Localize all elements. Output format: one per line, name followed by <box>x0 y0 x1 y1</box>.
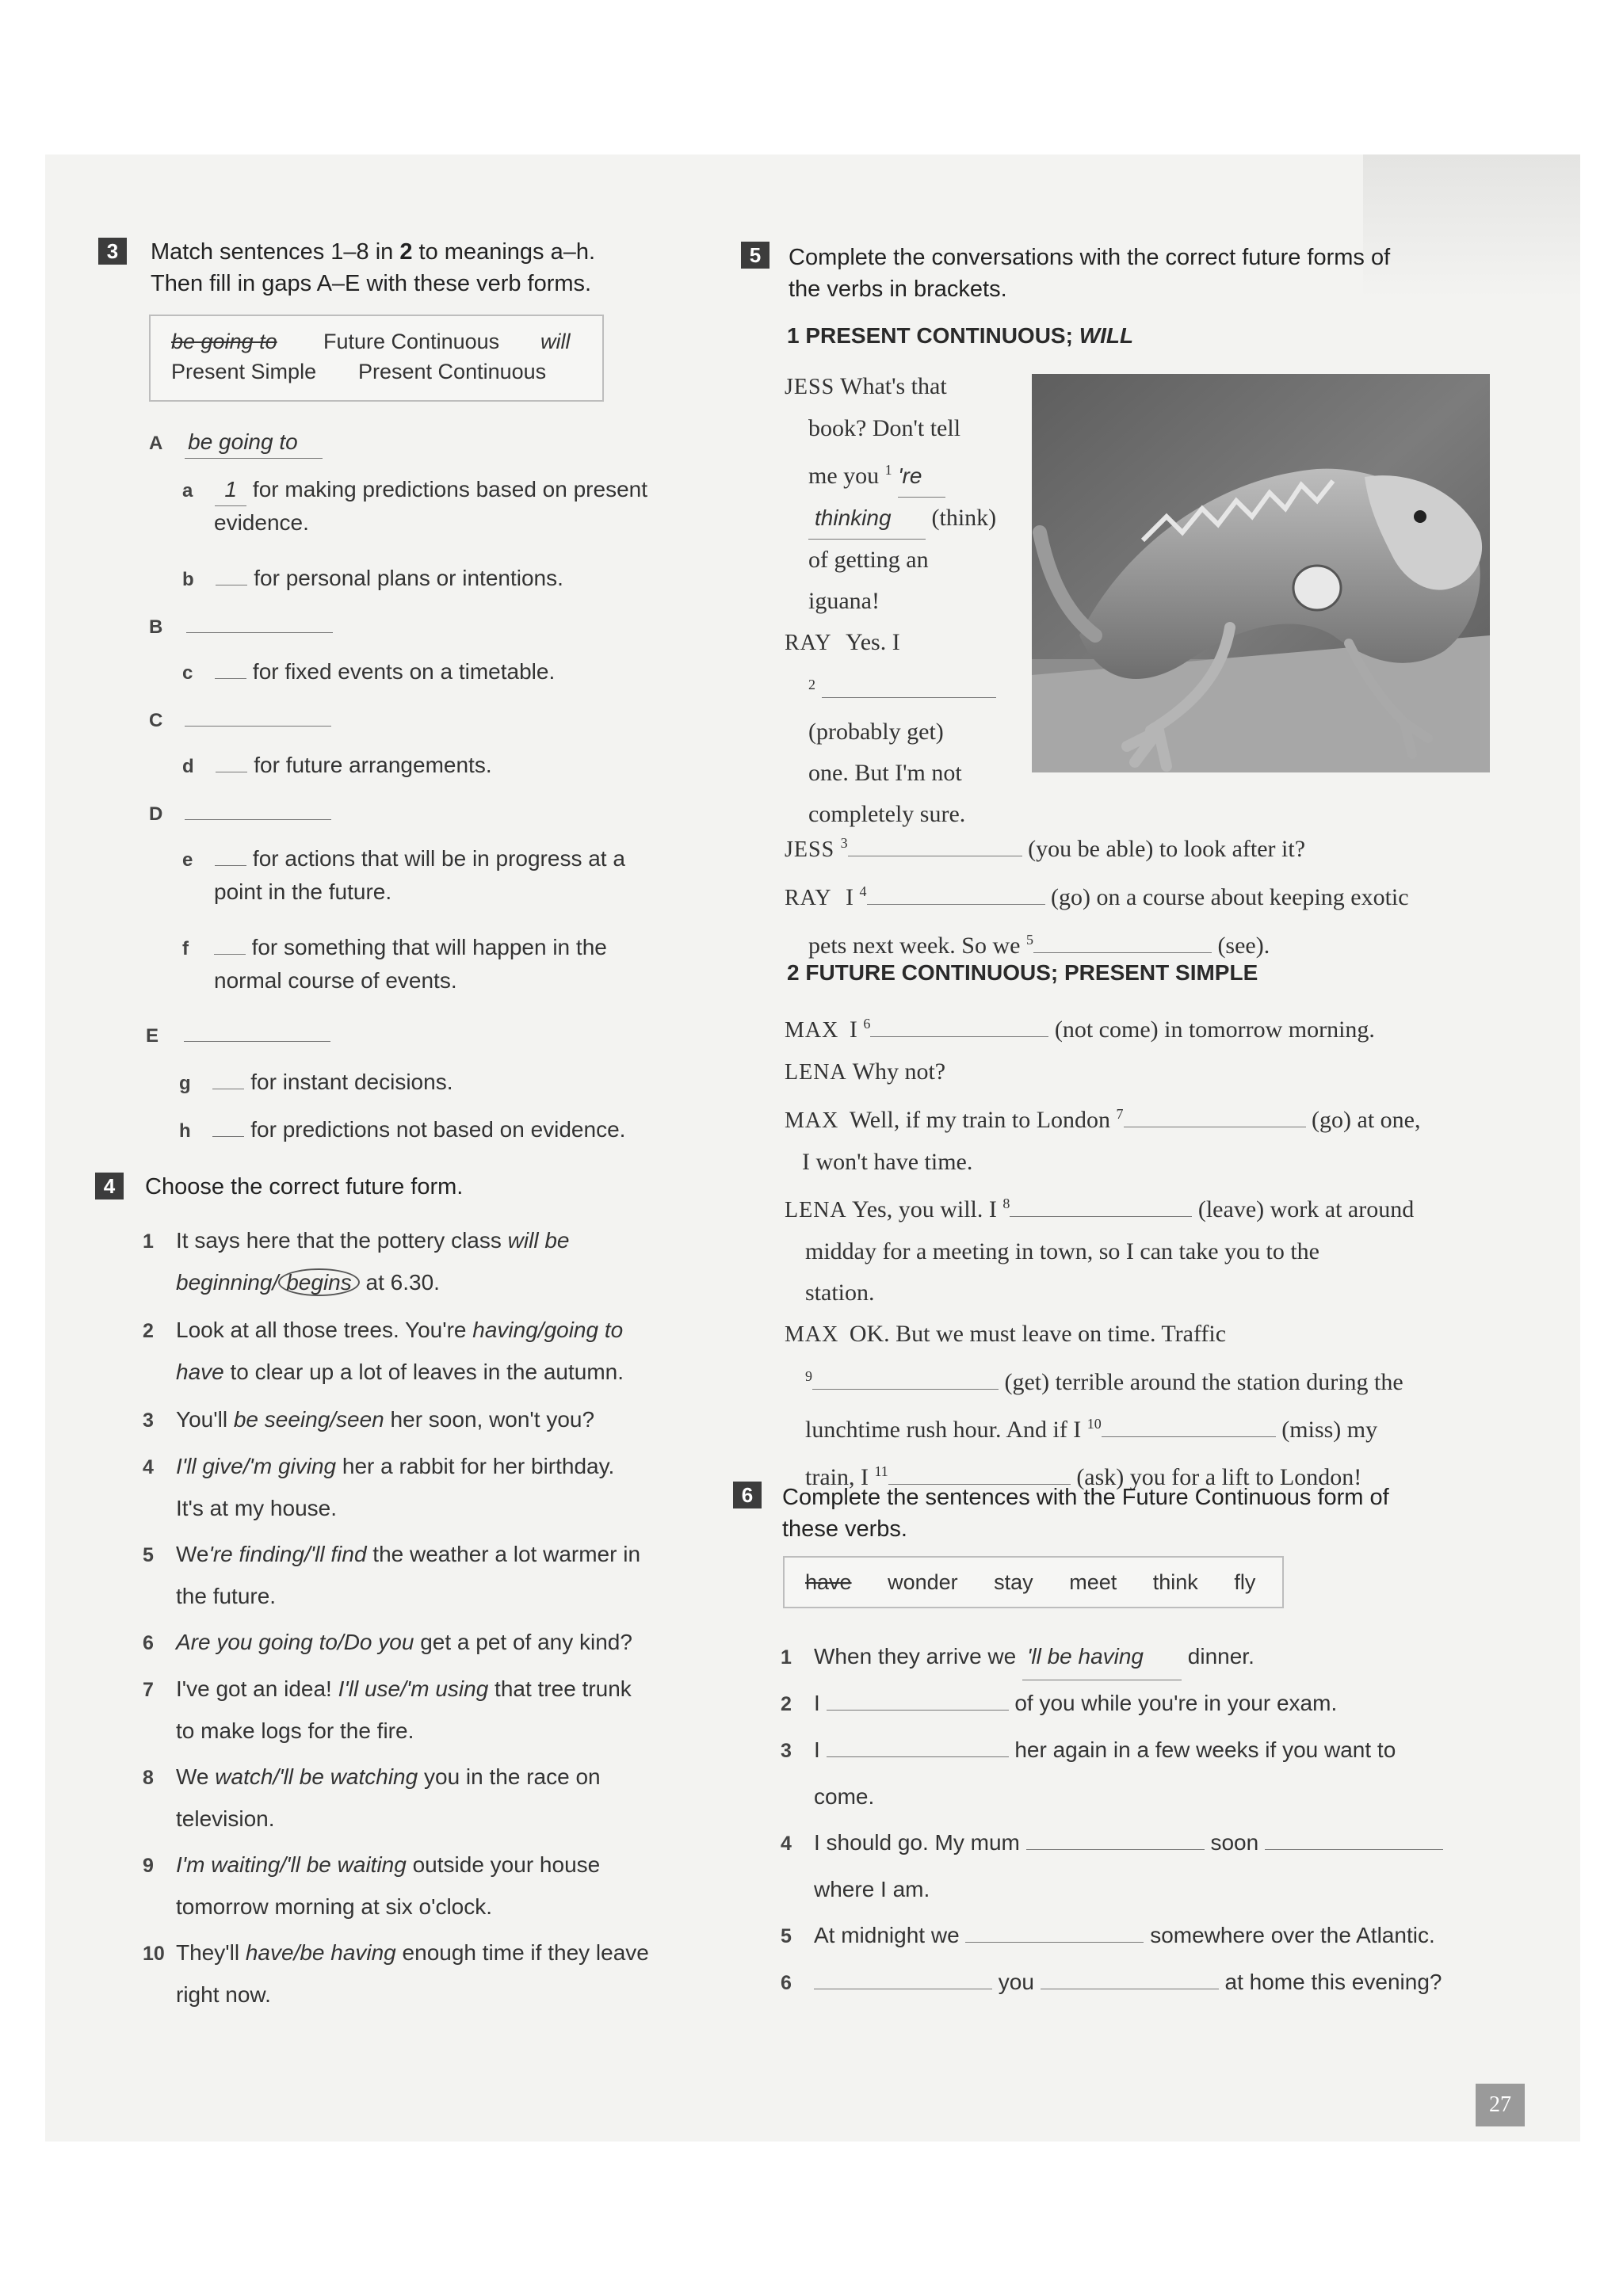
ex4-header <box>95 1173 124 1199</box>
answer-6-4b[interactable] <box>1265 1849 1443 1850</box>
ex4-item-5[interactable]: 5 We're finding/'ll find the weather a lot warmer in the future. <box>143 1542 641 1608</box>
ex6-number: 6 <box>733 1482 762 1508</box>
ex6-verb-box <box>783 1556 1284 1608</box>
ex6-item-2: 2 I of you while you're in your exam. <box>781 1691 1338 1715</box>
answer-6[interactable] <box>870 1036 1048 1037</box>
ex6-item-4: 4 I should go. My mum soon where I am. <box>781 1820 1494 1913</box>
ex3-verb-box <box>149 315 604 402</box>
verb-present-continuous: Present Continuous <box>358 360 547 383</box>
ex6-instructions: Complete the sentences with the Future Continuous form of these verbs. <box>782 1485 1389 1542</box>
ex3-row-C: C <box>149 704 331 737</box>
ex3-row-D: D <box>149 797 331 830</box>
answer-h[interactable] <box>212 1136 244 1137</box>
ex6-list <box>781 1634 1494 2006</box>
ex5-conv1-bottom: JESS $^3$ (you be able) to look after it? RAY I $^4$ (go) on a course about keeping exotic pets next week. So we $^5$ (see). <box>785 835 1409 959</box>
ex6-item-6: 6 you at home this evening? <box>781 1970 1442 1994</box>
ex4-item-3[interactable]: 3 You'll be seeing/seen her soon, won't you? <box>143 1407 595 1432</box>
ex3-row-E: E <box>146 1019 330 1052</box>
verb-have: have <box>805 1570 852 1594</box>
ex3-row-c: c for fixed events on a timetable. <box>182 659 556 684</box>
verb-fly: fly <box>1234 1570 1256 1594</box>
verb-will: will <box>540 330 571 353</box>
ex4-item-2[interactable]: 2 Look at all those trees. You're having/going to have to clear up a lot of leaves in the autumn. <box>143 1318 624 1384</box>
circled-answer: begins <box>278 1268 360 1296</box>
ex3-row-b: b for personal plans or intentions. <box>182 566 563 590</box>
ex4-item-8[interactable]: 8 We watch/'ll be watching you in the race on television. <box>143 1764 601 1831</box>
ex3-header <box>98 238 127 265</box>
answer-6-4a[interactable] <box>1026 1849 1205 1850</box>
ex3-row-e: e for actions that will be in progress at a point in the future. <box>182 846 625 904</box>
ex4-item-6[interactable]: 6 Are you going to/Do you get a pet of any kind? <box>143 1630 632 1654</box>
ex3-row-d: d for future arrangements. <box>182 753 492 777</box>
ex3-row-f: f for something that will happen in the normal course of events. <box>182 935 607 993</box>
ex4-item-7[interactable]: 7 I've got an idea! I'll use/'m using that tree trunk to make logs for the fire. <box>143 1676 632 1743</box>
answer-E[interactable] <box>184 1041 330 1042</box>
ex3-row-a: a 1 for making predictions based on present evidence. <box>182 474 705 539</box>
answer-2[interactable] <box>822 697 996 698</box>
answer-1b[interactable]: thinking <box>808 498 926 540</box>
ex3-row-A: A be going to <box>149 426 323 460</box>
verb-think: think <box>1152 1570 1198 1594</box>
answer-f[interactable] <box>214 954 246 955</box>
answer-D[interactable] <box>185 819 331 820</box>
answer-B[interactable] <box>186 632 333 633</box>
verb-present-simple: Present Simple <box>171 360 317 383</box>
answer-5[interactable] <box>1033 952 1212 953</box>
ex4-item-9[interactable]: 9 I'm waiting/'ll be waiting outside your house tomorrow morning at six o'clock. <box>143 1852 601 1919</box>
ex3-instructions: Match sentences 1–8 in 2 to meanings a–h. Then fill in gaps A–E with these verb forms. <box>151 239 596 296</box>
verb-wonder: wonder <box>888 1570 958 1594</box>
ex6-header <box>733 1482 762 1508</box>
ex6-item-3: 3 I her again in a few weeks if you want to come. <box>781 1737 1396 1809</box>
ex6-item-1: 1 When they arrive we 'll be having dinner. <box>781 1634 1494 1680</box>
ex5-instructions: Complete the conversations with the correct future forms of the verbs in brackets. <box>789 245 1391 302</box>
answer-a[interactable]: 1 <box>215 474 246 506</box>
answer-6-3[interactable] <box>827 1756 1009 1757</box>
verb-future-continuous: Future Continuous <box>323 330 500 353</box>
page-number: 27 <box>1476 2084 1525 2126</box>
answer-4[interactable] <box>867 904 1045 905</box>
ex5-subheading-2: 2 FUTURE CONTINUOUS; PRESENT SIMPLE <box>787 960 1258 985</box>
ex3-number: 3 <box>98 238 127 265</box>
ex3-row-h: h for predictions not based on evidence. <box>179 1117 626 1142</box>
answer-e[interactable] <box>215 865 246 866</box>
answer-6-5[interactable] <box>965 1942 1144 1943</box>
ex5-header <box>741 242 769 269</box>
ex4-item-4[interactable]: 4 I'll give/'m giving her a rabbit for her birthday. It's at my house. <box>143 1454 615 1520</box>
ex4-item-10[interactable]: 10 They'll have/be having enough time if they leave right now. <box>143 1940 649 2007</box>
iguana-image <box>1032 374 1490 772</box>
iguana-photo <box>1032 374 1490 772</box>
ex4-list <box>143 1220 713 2016</box>
ex5-conv2: MAX I $^6$ (not come) in tomorrow morning. LENA Why not? MAX Well, if my train to London $^7$ (go) at one, I won't have time. LENA Yes, you will. I $^8$ (leave) work at around midday for a meeting in town, so I can take you to the station. MAX OK. But we must leave on time. Traffic $^9$ (get) terrible around the station during the lunchtime rush hour. And if I $^{10}$ (miss) my train, I $^{11}$ (ask) you for a lift to London! <box>785 1016 1421 1490</box>
verb-meet: meet <box>1069 1570 1117 1594</box>
ex6-item-5: 5 At midnight we somewhere over the Atlantic. <box>781 1923 1435 1947</box>
answer-1a[interactable]: 're <box>898 456 945 498</box>
answer-8[interactable] <box>1010 1216 1192 1217</box>
answer-6-2[interactable] <box>827 1710 1009 1711</box>
answer-10[interactable] <box>1102 1436 1276 1437</box>
verb-stay: stay <box>994 1570 1033 1594</box>
answer-C[interactable] <box>185 726 331 727</box>
ex3-row-B: B <box>149 610 333 643</box>
answer-9[interactable] <box>812 1389 999 1390</box>
answer-c[interactable] <box>215 678 246 679</box>
answer-A[interactable]: be going to <box>185 426 323 459</box>
ex5-number: 5 <box>741 242 769 269</box>
ex3-row-g: g for instant decisions. <box>179 1070 453 1094</box>
ex4-instructions: Choose the correct future form. <box>145 1174 464 1199</box>
ex4-number: 4 <box>95 1173 124 1199</box>
answer-6-1[interactable]: 'll be having <box>1022 1634 1182 1680</box>
verb-be-going-to: be going to <box>171 330 277 353</box>
ex4-item-1[interactable]: 1 It says here that the pottery class will be beginning/ begins at 6.30. <box>143 1228 570 1295</box>
ex5-conv1-left: JESS What's that book? Don't tell me you $^1$ 're thinking (think) of getting an iguana! RAY Yes. I $^2$ (probably get) one. But I'm not completely sure. <box>785 373 997 827</box>
ex5-subheading-1: 1 PRESENT CONTINUOUS; WILL <box>787 323 1134 348</box>
